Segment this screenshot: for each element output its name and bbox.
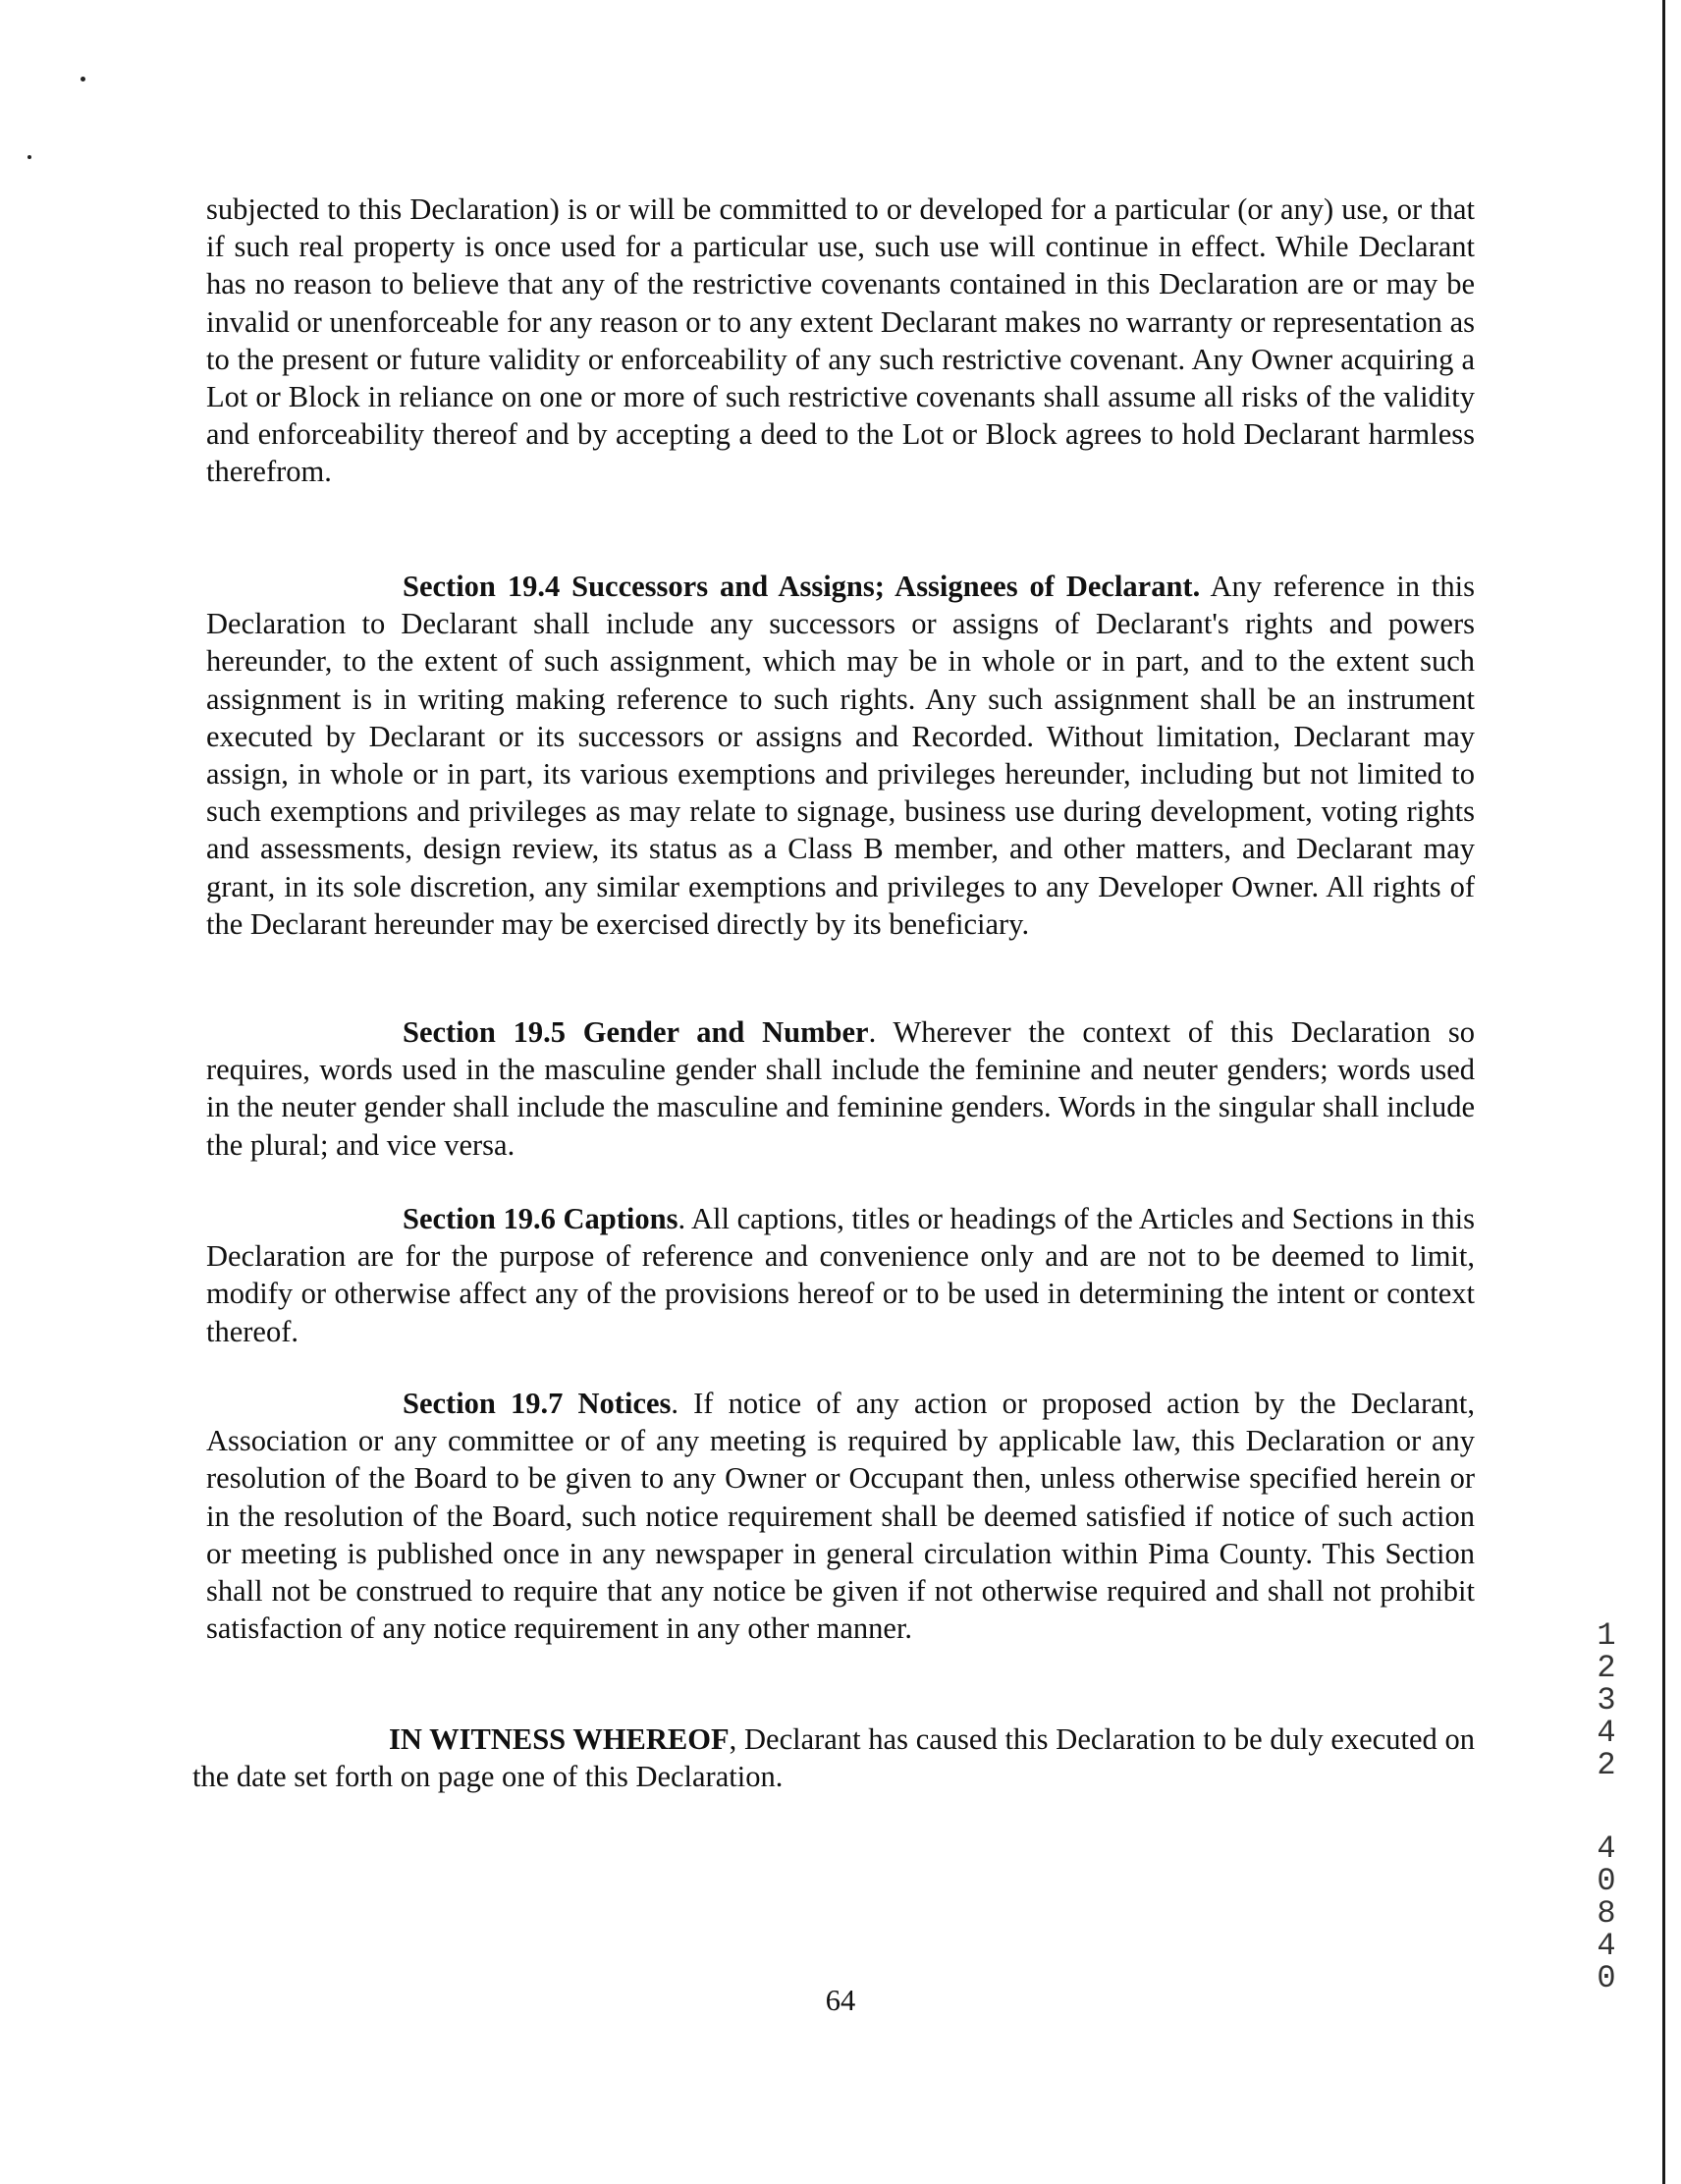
stamp-top-group: 12342	[1588, 1617, 1625, 1779]
witness-clause	[192, 1720, 1475, 1795]
section-body: . Wherever the context of this Declaration so requires, words used in the masculine gender shall include the feminine and neuter genders; words used in the neuter gender shall include the masculine and feminine genders. Words in the singular shall include the plural; and vice versa.	[206, 1015, 1475, 1162]
section-heading: Section 19.5 Gender and Number	[403, 1015, 869, 1049]
scan-speck	[81, 77, 85, 82]
section-heading: Section 19.7 Notices	[403, 1387, 672, 1420]
section-heading: Section 19.4 Successors and Assigns; Assignees of Declarant.	[403, 570, 1201, 603]
scan-speck	[27, 155, 31, 159]
section-19-5	[206, 1013, 1475, 1164]
section-19-7	[206, 1385, 1475, 1647]
section-19-6	[206, 1200, 1475, 1350]
section-19-4	[206, 568, 1475, 943]
opening-paragraph: subjected to this Declaration) is or will be committed to or developed for a particular (or any) use, or that if such real property is once used for a particular use, such use will continue in effect. While Declarant has no reason to believe that any of the restrictive covenants contained in this Declaration are or may be invalid or unenforceable for any reason or to any extent Declarant makes no warranty or representation as to the present or future validity or enforceability of any such restrictive covenant. Any Owner acquiring a Lot or Block in reliance on one or more of such restrictive covenants shall assume all risks of the validity and enforceability thereof and by accepting a deed to the Lot or Block agrees to hold Declarant harmless therefrom.	[206, 192, 1475, 489]
section-body: . If notice of any action or proposed action by the Declarant, Association or any committee or of any meeting is required by applicable law, this Declaration or any resolution of the Board to be given to any Owner or Occupant then, unless otherwise specified herein or in the resolution of the Board, such notice requirement shall be deemed satisfied if notice of such action or meeting is published once in any newspaper in general circulation within Pima County. This Section shall not be construed to require that any notice be given if not otherwise required and shall not prohibit satisfaction of any notice requirement in any other manner.	[206, 1387, 1475, 1646]
witness-body: , Declarant has caused this Declaration to be duly executed on the date set forth on page one of this Declaration.	[192, 1722, 1475, 1794]
scan-edge-line	[1662, 0, 1665, 2184]
section-body: Any reference in this Declaration to Declarant shall include any successors or assigns of Declarant's rights and powers hereunder, to the extent of such assignment, which may be in whole or in part, and to the extent such assignment is in writing making reference to such rights. Any such assignment shall be an instrument executed by Declarant or its successors or assigns and Recorded. Without limitation, Declarant may assign, in whole or in part, its various exemptions and privileges hereunder, including but not limited to such exemptions and privileges as may relate to signage, business use during development, voting rights and assessments, design review, its status as a Class B member, and other matters, and Declarant may grant, in its sole discretion, any similar exemptions and privileges to any Developer Owner. All rights of the Declarant hereunder may be exercised directly by its beneficiary.	[206, 570, 1475, 941]
page-number: 64	[825, 1984, 856, 2017]
stamp-bottom-group: 40840	[1588, 1830, 1625, 1993]
section-heading: Section 19.6 Captions	[403, 1202, 678, 1235]
section-body: . All captions, titles or headings of the Articles and Sections in this Declaration are for the purpose of reference and convenience only and are not to be deemed to limit, modify or otherwise affect any of the provisions hereof or to be used in determining the intent or context thereof.	[206, 1202, 1475, 1348]
recording-stamp	[1588, 1565, 1632, 2010]
witness-title: IN WITNESS WHEREOF	[389, 1722, 730, 1756]
